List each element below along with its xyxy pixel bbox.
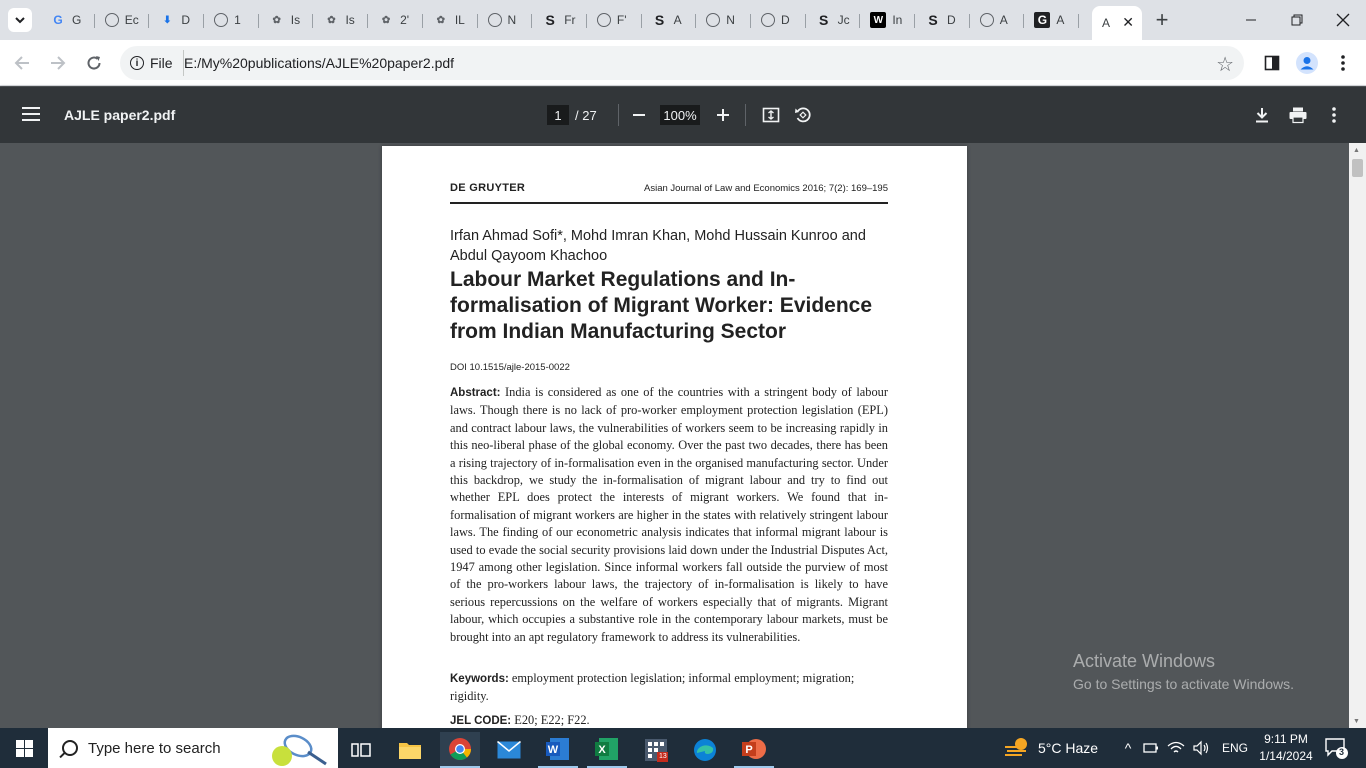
tab-list (40, 6, 1079, 40)
arrow-left-icon (14, 55, 30, 71)
browser-menu-button[interactable] (1328, 48, 1358, 78)
tab-item[interactable] (806, 6, 861, 34)
tree-icon: ✿ (436, 14, 445, 26)
side-panel-icon (1264, 55, 1280, 71)
calculator-badge: 13 (659, 753, 667, 760)
word-button[interactable] (538, 732, 578, 768)
tab-item[interactable] (751, 6, 806, 34)
jel-text: E20; E22; F22. (514, 713, 590, 727)
forward-button[interactable] (43, 48, 73, 78)
print-button[interactable] (1284, 101, 1312, 129)
tab-item[interactable] (1024, 6, 1079, 34)
tab-item[interactable] (149, 6, 204, 34)
tab-item[interactable] (368, 6, 423, 34)
address-bar[interactable] (120, 46, 1244, 80)
wikipedia-icon: W (870, 12, 886, 28)
wifi-icon[interactable] (1167, 741, 1185, 755)
tab-item[interactable] (915, 6, 970, 34)
pdf-file-name: AJLE paper2.pdf (64, 107, 176, 123)
tab-title: In (892, 13, 903, 27)
article-keywords (450, 670, 888, 706)
jel-label: JEL CODE: (450, 715, 512, 727)
battery-plug-icon[interactable] (1142, 741, 1160, 755)
reload-button[interactable] (79, 48, 109, 78)
tab-item[interactable] (259, 6, 314, 34)
download-icon: ⬇ (163, 14, 172, 26)
tab-title: N (726, 13, 735, 27)
folder-icon (398, 740, 422, 760)
download-button[interactable] (1248, 101, 1276, 129)
tab-title: Fr (564, 13, 576, 27)
search-placeholder: Type here to search (88, 739, 221, 757)
journal-citation: Asian Journal of Law and Economics 2016; 7(2): 169–195 (644, 183, 888, 194)
toolbar-divider (618, 104, 619, 126)
taskbar-search-box[interactable] (48, 728, 338, 768)
tab-title: D (780, 13, 790, 27)
fit-page-button[interactable] (757, 101, 785, 129)
site-scheme-label: File (150, 55, 173, 71)
page-total: / 27 (575, 108, 597, 123)
file-explorer-button[interactable] (390, 732, 430, 768)
scroll-down-arrow-icon[interactable]: ▼ (1353, 718, 1360, 725)
tab-title: A (999, 13, 1008, 27)
print-icon (1289, 107, 1307, 123)
tab-item[interactable] (313, 6, 368, 34)
keywords-text: employment protection legislation; informal employment; migration; rigidity. (450, 671, 855, 704)
tab-title: 1 (234, 13, 241, 27)
info-icon: i (130, 56, 144, 70)
toolbar-divider (745, 104, 746, 126)
system-tray (1120, 728, 1248, 768)
g-site-icon: G (1034, 12, 1050, 28)
svg-text:X: X (598, 744, 606, 756)
calculator-button[interactable] (636, 732, 676, 768)
fit-page-icon (762, 106, 780, 124)
globe-icon (706, 13, 720, 27)
pdf-page (382, 146, 967, 746)
edge-icon (693, 738, 717, 762)
zoom-out-button[interactable] (625, 101, 653, 129)
clock-date: 1/14/2024 (1259, 749, 1313, 763)
article-title: Labour Market Regulations and In-formalisation of Migrant Worker: Evidence from Indian Manufacturing Sector (450, 268, 873, 343)
language-indicator[interactable]: ENG (1222, 741, 1249, 755)
windows-taskbar (0, 728, 1366, 768)
globe-icon (980, 13, 994, 27)
tab-item[interactable] (860, 6, 915, 34)
keywords-label: Keywords: (450, 673, 509, 685)
side-panel-button[interactable] (1257, 48, 1287, 78)
tab-item[interactable] (95, 6, 150, 34)
rotate-button[interactable] (789, 101, 817, 129)
tab-item[interactable] (532, 6, 587, 34)
windows-logo-icon (16, 740, 33, 757)
excel-button[interactable] (587, 732, 627, 768)
clock-time: 9:11 PM (1264, 732, 1308, 746)
weather-widget[interactable] (1004, 728, 1098, 768)
avatar-icon (1296, 52, 1318, 74)
powerpoint-icon (742, 737, 766, 761)
globe-icon (761, 13, 775, 27)
download-icon (1255, 107, 1269, 123)
weather-text: 5°C Haze (1038, 740, 1099, 756)
tab-title: Jc (837, 13, 850, 27)
tab-item[interactable] (696, 6, 751, 34)
tab-title: A (1102, 16, 1111, 30)
task-view-icon (351, 741, 371, 759)
minimize-button[interactable] (1228, 0, 1274, 40)
zoom-level-input[interactable]: 100% (660, 105, 700, 125)
page-number-input[interactable]: 1 (547, 105, 569, 125)
globe-icon (488, 13, 502, 27)
tab-item[interactable] (204, 6, 259, 34)
weather-haze-icon (1004, 737, 1030, 759)
bookmark-star-icon[interactable]: ☆ (1216, 54, 1234, 76)
article-abstract (450, 384, 888, 646)
arrow-right-icon (50, 55, 66, 71)
globe-icon (214, 13, 228, 27)
scribd-icon: S (654, 12, 665, 28)
powerpoint-button[interactable] (734, 732, 774, 768)
notification-icon (1324, 736, 1348, 760)
notification-center-button[interactable] (1324, 736, 1348, 760)
tab-item[interactable] (478, 6, 533, 34)
tab-search-button[interactable] (8, 8, 32, 32)
tab-title: A (1056, 13, 1065, 27)
notification-count: 3 (1339, 747, 1345, 757)
tab-title: IL (454, 13, 465, 27)
rotate-icon (794, 106, 812, 124)
mail-button[interactable] (489, 732, 529, 768)
pdf-toolbar (0, 87, 1366, 143)
google-icon: G (53, 13, 63, 27)
mail-icon (497, 741, 521, 759)
tab-title: D (181, 13, 191, 27)
chrome-button[interactable] (440, 732, 480, 768)
tab-title: N (507, 13, 517, 27)
tab-active[interactable] (1092, 6, 1142, 40)
watermark-subtitle: Go to Settings to activate Windows. (1073, 676, 1294, 692)
tab-item[interactable] (423, 6, 478, 34)
zoom-in-button[interactable] (709, 101, 737, 129)
system-clock[interactable] (1248, 731, 1324, 765)
plus-icon (716, 108, 730, 122)
abstract-text: India is considered as one of the countries with a stringent body of labour laws. Though there is no lack of pro-worker employment protection legislation (EPL) and contract labour laws, the vulnerabilities of workers seem to be increasing rapidly in this neo-liberal phase of the global economy. Over the past two decades, there has been a rising trajectory of in-formalisation even in the organised manufacturing sector. Under this backdrop, we study the in-formalisation of migrant labour and try to find out whether EPL does protect the interests of migrant workers. We found that in-formalisation of migrant workers are higher in the states with relatively stringent labour laws. The finding of our econometric analysis indicates that informal migrant labour is used to evade the social security provisions laid down under the Industrial Disputes Act, 1947 among other legislation. Since informal workers fall outside the purview of most of the pro-workers labour laws, the trajectory of in-formalisation is likely to have serious repercussions on the welfare of workers especially that of migrants. Migrant labour, which occupies a substantive role in the contemporary labour markets, must be brought into an apt regulatory framework to address its vulnerabilities. (450, 385, 888, 644)
search-icon (62, 740, 78, 756)
volume-icon[interactable] (1192, 741, 1210, 755)
word-icon (546, 737, 570, 761)
activate-windows-watermark (1073, 651, 1294, 692)
search-highlight-tennis-icon (264, 732, 328, 766)
globe-icon (105, 13, 119, 27)
tree-icon: ✿ (327, 14, 336, 26)
tab-title: Is (345, 13, 355, 27)
tab-item[interactable] (642, 6, 697, 34)
excel-icon (595, 737, 619, 761)
show-hidden-icons-icon[interactable]: ^ (1124, 740, 1132, 756)
tab-title: F' (616, 13, 627, 27)
chevron-down-icon (14, 14, 26, 26)
tab-title: D (947, 13, 956, 27)
tab-title: Is (290, 13, 301, 27)
task-view-button[interactable] (341, 732, 381, 768)
url-text[interactable]: E:/My%20publications/AJLE%20paper2.pdf (184, 55, 455, 71)
close-tab-icon[interactable]: ✕ (1122, 14, 1134, 30)
more-vert-icon (1332, 107, 1336, 123)
more-vert-icon (1341, 55, 1345, 71)
scribd-icon: S (818, 12, 829, 28)
chrome-icon (448, 737, 472, 761)
watermark-title: Activate Windows (1073, 651, 1216, 671)
scribd-icon: S (545, 12, 555, 28)
scrollbar-thumb[interactable] (1352, 159, 1363, 177)
svg-text:W: W (547, 744, 559, 756)
minimize-icon (1245, 14, 1257, 26)
publisher-name: DE GRUYTER (450, 182, 526, 194)
tab-strip (0, 0, 1366, 40)
tab-title: 2' (400, 13, 410, 27)
pdf-viewport[interactable] (0, 143, 1366, 728)
tab-title: Ec (124, 13, 139, 27)
abstract-label: Abstract: (450, 387, 501, 399)
close-icon (1336, 13, 1350, 27)
close-window-button[interactable] (1320, 0, 1366, 40)
scribd-icon: S (928, 12, 938, 28)
tab-item[interactable] (40, 6, 95, 34)
restore-button[interactable] (1274, 0, 1320, 40)
minus-icon (632, 108, 646, 122)
pdf-more-button[interactable] (1320, 101, 1348, 129)
back-button[interactable] (7, 48, 37, 78)
article-doi: DOI 10.1515/ajle-2015-0022 (450, 362, 570, 373)
new-tab-button[interactable]: + (1155, 7, 1169, 32)
tree-icon: ✿ (381, 14, 391, 26)
tab-title: G (72, 13, 82, 27)
start-button[interactable] (0, 728, 48, 768)
article-authors: Irfan Ahmad Sofi*, Mohd Imran Khan, Mohd Hussain Kunroo and Abdul Qayoom Khachoo (450, 228, 866, 264)
page-header (450, 180, 888, 204)
tab-title: A (673, 13, 682, 27)
profile-button[interactable] (1292, 48, 1322, 78)
globe-icon (597, 13, 611, 27)
site-info-chip[interactable] (126, 50, 184, 76)
edge-button[interactable] (685, 732, 725, 768)
pdf-sidebar-menu-icon[interactable] (22, 107, 40, 121)
reload-icon (86, 55, 102, 71)
tab-item[interactable] (970, 6, 1025, 34)
tree-icon: ✿ (272, 14, 281, 26)
restore-icon (1291, 14, 1303, 26)
article-jel-code (450, 713, 590, 728)
scroll-up-arrow-icon[interactable]: ▲ (1353, 147, 1360, 154)
svg-text:P: P (745, 744, 753, 756)
vertical-scrollbar[interactable] (1349, 143, 1366, 728)
tab-item[interactable] (587, 6, 642, 34)
browser-toolbar (0, 40, 1366, 86)
